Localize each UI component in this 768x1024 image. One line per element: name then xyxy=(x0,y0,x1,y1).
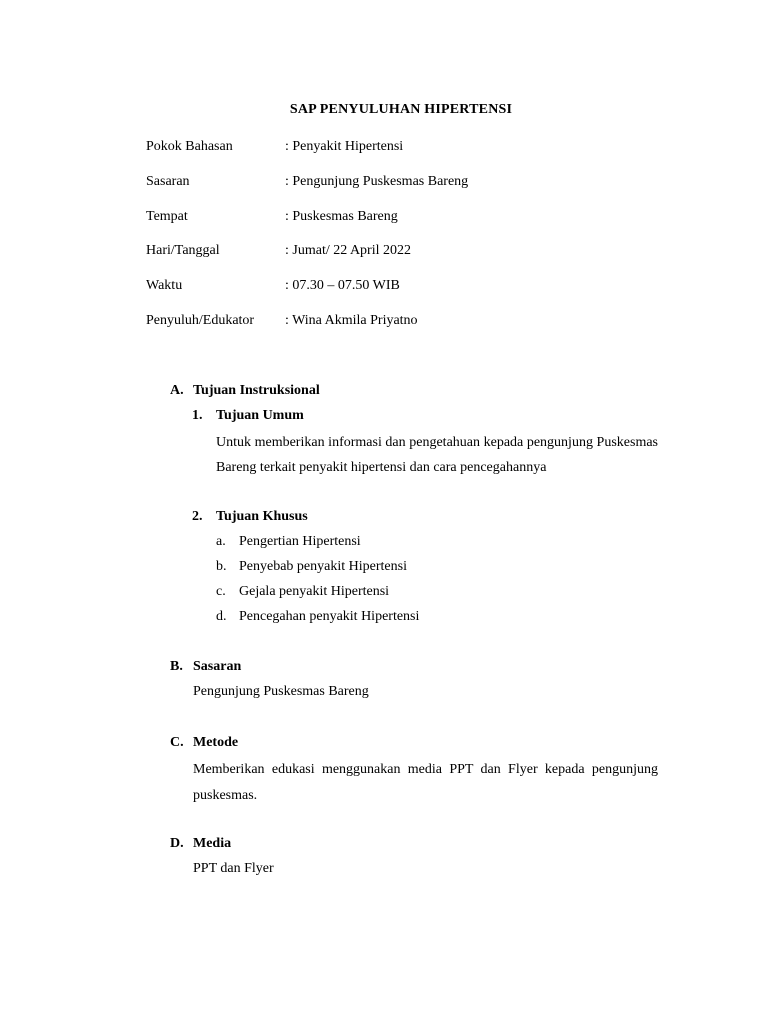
section-c-text: Memberikan edukasi menggunakan media PPT dan Flyer kepada pengunjung puskesmas. xyxy=(193,762,658,803)
info-value: : Pengunjung Puskesmas Bareng xyxy=(285,174,469,189)
section-b-text: Pengunjung Puskesmas Bareng xyxy=(193,684,369,699)
section-a-heading: Tujuan Instruksional xyxy=(193,383,320,398)
subsection-2-marker: 2. xyxy=(192,509,203,524)
info-label: Hari/Tanggal xyxy=(146,243,220,258)
info-value: : Puskesmas Bareng xyxy=(285,209,398,224)
section-d-heading: Media xyxy=(193,836,232,851)
section-c-marker: C. xyxy=(170,735,184,750)
info-label: Sasaran xyxy=(146,174,190,189)
info-label: Waktu xyxy=(146,278,183,293)
list-item-marker: b. xyxy=(216,559,227,574)
section-d-marker: D. xyxy=(170,836,184,851)
subsection-1-marker: 1. xyxy=(192,408,203,423)
section-d-text: PPT dan Flyer xyxy=(193,861,274,876)
info-label: Pokok Bahasan xyxy=(146,139,233,154)
list-item-marker: d. xyxy=(216,609,227,624)
subsection-2-heading: Tujuan Khusus xyxy=(216,509,308,524)
info-value: : 07.30 – 07.50 WIB xyxy=(285,278,400,293)
list-item: Gejala penyakit Hipertensi xyxy=(239,584,390,599)
section-b-heading: Sasaran xyxy=(193,659,242,674)
section-c-heading: Metode xyxy=(193,735,239,750)
section-a-marker: A. xyxy=(170,383,184,398)
info-value: : Penyakit Hipertensi xyxy=(285,139,404,154)
list-item-marker: c. xyxy=(216,584,226,599)
info-label: Penyuluh/Edukator xyxy=(146,313,255,328)
list-item-marker: a. xyxy=(216,534,226,549)
info-value: : Wina Akmila Priyatno xyxy=(285,313,418,328)
list-item: Pengertian Hipertensi xyxy=(239,534,361,549)
list-item: Pencegahan penyakit Hipertensi xyxy=(239,609,420,624)
document-title: SAP PENYULUHAN HIPERTENSI xyxy=(289,102,513,117)
subsection-1-heading: Tujuan Umum xyxy=(216,408,304,423)
section-b-marker: B. xyxy=(170,659,183,674)
info-label: Tempat xyxy=(146,209,188,224)
info-value: : Jumat/ 22 April 2022 xyxy=(285,243,411,258)
tujuan-umum-text: Untuk memberikan informasi dan pengetahuan kepada pengunjung Puskesmas Bareng terkait penyakit hipertensi dan cara pencegahannya xyxy=(216,435,658,475)
list-item: Penyebab penyakit Hipertensi xyxy=(239,559,407,574)
